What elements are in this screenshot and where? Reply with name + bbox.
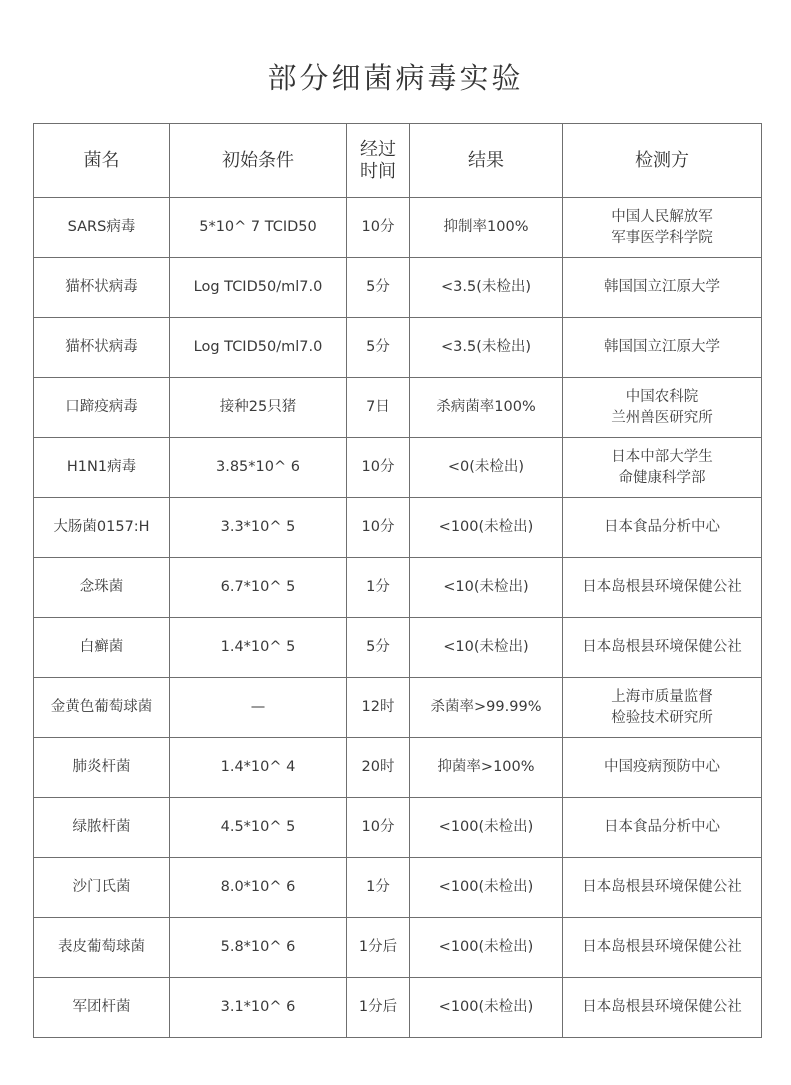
cell-result: 抑菌率>100% [410, 738, 563, 798]
cell-time: 5分 [347, 618, 410, 678]
cell-name: 口蹄疫病毒 [34, 378, 170, 438]
table-row [34, 678, 762, 738]
cell-condition: 8.0*10^ 6 [170, 858, 347, 918]
cell-condition: 5*10^ 7 TCID50 [170, 198, 347, 258]
cell-tester: 日本岛根县环境保健公社 [563, 558, 762, 618]
table-header-row [34, 124, 762, 198]
table-row [34, 498, 762, 558]
cell-time: 5分 [347, 318, 410, 378]
table-row [34, 858, 762, 918]
table-row [34, 378, 762, 438]
cell-result: <0(未检出) [410, 438, 563, 498]
cell-time: 1分 [347, 858, 410, 918]
cell-condition: 接种25只猪 [170, 378, 347, 438]
cell-time: 10分 [347, 798, 410, 858]
cell-condition: 1.4*10^ 4 [170, 738, 347, 798]
cell-tester: 日本岛根县环境保健公社 [563, 918, 762, 978]
cell-result: <10(未检出) [410, 618, 563, 678]
cell-condition: — [170, 678, 347, 738]
cell-result: <100(未检出) [410, 978, 563, 1038]
cell-time: 1分后 [347, 978, 410, 1038]
cell-time: 10分 [347, 198, 410, 258]
cell-tester: 日本食品分析中心 [563, 798, 762, 858]
cell-result: <100(未检出) [410, 858, 563, 918]
cell-result: <3.5(未检出) [410, 258, 563, 318]
cell-tester: 日本岛根县环境保健公社 [563, 978, 762, 1038]
experiment-table [33, 123, 762, 1038]
table-row [34, 438, 762, 498]
cell-condition: 3.1*10^ 6 [170, 978, 347, 1038]
header-result: 结果 [410, 124, 563, 198]
cell-name: 表皮葡萄球菌 [34, 918, 170, 978]
cell-result: <100(未检出) [410, 798, 563, 858]
cell-result: <10(未检出) [410, 558, 563, 618]
cell-time: 7日 [347, 378, 410, 438]
cell-condition: Log TCID50/ml7.0 [170, 318, 347, 378]
cell-name: 白癣菌 [34, 618, 170, 678]
cell-name: 沙门氏菌 [34, 858, 170, 918]
cell-name: 念珠菌 [34, 558, 170, 618]
cell-condition: Log TCID50/ml7.0 [170, 258, 347, 318]
cell-tester: 中国人民解放军 军事医学科学院 [563, 198, 762, 258]
cell-name: 猫杯状病毒 [34, 318, 170, 378]
page-title: 部分细菌病毒实验 [267, 61, 524, 95]
cell-tester: 韩国国立江原大学 [563, 318, 762, 378]
cell-time: 10分 [347, 438, 410, 498]
cell-name: 肺炎杆菌 [34, 738, 170, 798]
table-row [34, 978, 762, 1038]
cell-tester: 韩国国立江原大学 [563, 258, 762, 318]
cell-condition: 4.5*10^ 5 [170, 798, 347, 858]
cell-time: 10分 [347, 498, 410, 558]
cell-name: 军团杆菌 [34, 978, 170, 1038]
cell-result: <100(未检出) [410, 918, 563, 978]
cell-condition: 3.3*10^ 5 [170, 498, 347, 558]
cell-result: 杀菌率>99.99% [410, 678, 563, 738]
cell-condition: 5.8*10^ 6 [170, 918, 347, 978]
cell-tester: 上海市质量监督 检验技术研究所 [563, 678, 762, 738]
table-row [34, 258, 762, 318]
cell-time: 20时 [347, 738, 410, 798]
cell-tester: 日本岛根县环境保健公社 [563, 618, 762, 678]
cell-name: H1N1病毒 [34, 438, 170, 498]
cell-tester: 日本岛根县环境保健公社 [563, 858, 762, 918]
cell-result: 杀病菌率100% [410, 378, 563, 438]
cell-tester: 中国疫病预防中心 [563, 738, 762, 798]
cell-condition: 3.85*10^ 6 [170, 438, 347, 498]
cell-result: <100(未检出) [410, 498, 563, 558]
cell-result: 抑制率100% [410, 198, 563, 258]
cell-name: 金黄色葡萄球菌 [34, 678, 170, 738]
cell-name: SARS病毒 [34, 198, 170, 258]
table-row [34, 918, 762, 978]
header-tester: 检测方 [563, 124, 762, 198]
cell-tester: 中国农科院 兰州兽医研究所 [563, 378, 762, 438]
cell-time: 5分 [347, 258, 410, 318]
header-name: 菌名 [34, 124, 170, 198]
header-elapsed-time: 经过 时间 [347, 124, 410, 198]
cell-result: <3.5(未检出) [410, 318, 563, 378]
cell-time: 12时 [347, 678, 410, 738]
cell-tester: 日本中部大学生 命健康科学部 [563, 438, 762, 498]
cell-time: 1分 [347, 558, 410, 618]
cell-condition: 1.4*10^ 5 [170, 618, 347, 678]
cell-time: 1分后 [347, 918, 410, 978]
cell-name: 绿脓杆菌 [34, 798, 170, 858]
header-initial-condition: 初始条件 [170, 124, 347, 198]
table-row [34, 198, 762, 258]
cell-condition: 6.7*10^ 5 [170, 558, 347, 618]
table-row [34, 618, 762, 678]
cell-name: 猫杯状病毒 [34, 258, 170, 318]
table-row [34, 318, 762, 378]
table-row [34, 798, 762, 858]
cell-name: 大肠菌0157:H [34, 498, 170, 558]
table-row [34, 738, 762, 798]
table-row [34, 558, 762, 618]
cell-tester: 日本食品分析中心 [563, 498, 762, 558]
